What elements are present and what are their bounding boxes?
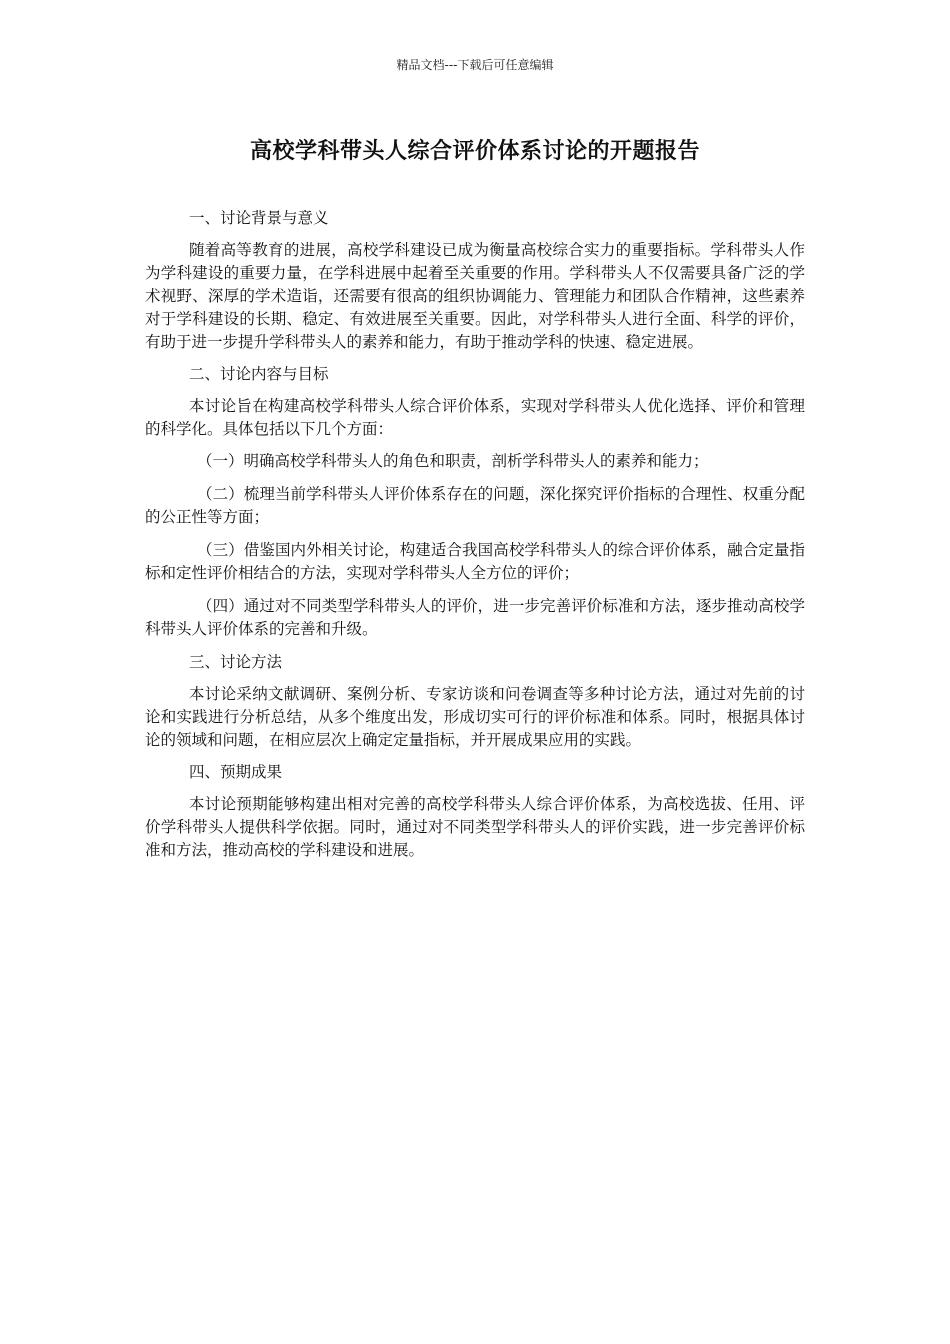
section-heading-methods: 三、讨论方法	[189, 653, 283, 671]
section-heading-content-goals: 二、讨论内容与目标	[189, 365, 329, 383]
page-header: 精品文档---下载后可任意编辑	[396, 58, 554, 72]
section-heading-expected-results: 四、预期成果	[189, 763, 283, 781]
document-title: 高校学科带头人综合评价体系讨论的开题报告	[249, 139, 700, 164]
paragraph-content-goals: 本讨论旨在构建高校学科带头人综合评价体系，实现对学科带头人优化选择、评价和管理的科学化。具体包括以下几个方面：	[145, 397, 805, 438]
paragraph-methods: 本讨论采纳文献调研、案例分析、专家访谈和问卷调查等多种讨论方法，通过对先前的讨论和实践进行分析总结，从多个维度出发，形成切实可行的评价标准和体系。同时，根据具体讨论的领域和问题，在相应层次上确定定量指标，并开展成果应用的实践。	[145, 685, 805, 749]
list-item-2: （二）梳理当前学科带头人评价体系存在的问题，深化探究评价指标的合理性、权重分配的公正性等方面；	[145, 485, 805, 526]
paragraph-expected-results: 本讨论预期能够构建出相对完善的高校学科带头人综合评价体系，为高校选拔、任用、评价学科带头人提供科学依据。同时，通过对不同类型学科带头人的评价实践，进一步完善评价标准和方法，推动高校的学科建设和进展。	[145, 795, 805, 859]
document-body	[145, 207, 805, 871]
list-item-4: （四）通过对不同类型学科带头人的评价，进一步完善评价标准和方法，逐步推动高校学科带头人评价体系的完善和升级。	[145, 597, 805, 638]
list-item-1: （一）明确高校学科带头人的角色和职责，剖析学科带头人的素养和能力；	[197, 452, 709, 470]
section-heading-background: 一、讨论背景与意义	[189, 209, 329, 227]
list-item-3: （三）借鉴国内外相关讨论，构建适合我国高校学科带头人的综合评价体系，融合定量指标和定性评价相结合的方法，实现对学科带头人全方位的评价；	[145, 541, 805, 582]
paragraph-background: 随着高等教育的进展，高校学科建设已成为衡量高校综合实力的重要指标。学科带头人作为学科建设的重要力量，在学科进展中起着至关重要的作用。学科带头人不仅需要具备广泛的学术视野、深厚的学术造诣，还需要有很高的组织协调能力、管理能力和团队合作精神，这些素养对于学科建设的长期、稳定、有效进展至关重要。因此，对学科带头人进行全面、科学的评价，有助于进一步提升学科带头人的素养和能力，有助于推动学科的快速、稳定进展。	[145, 241, 805, 351]
